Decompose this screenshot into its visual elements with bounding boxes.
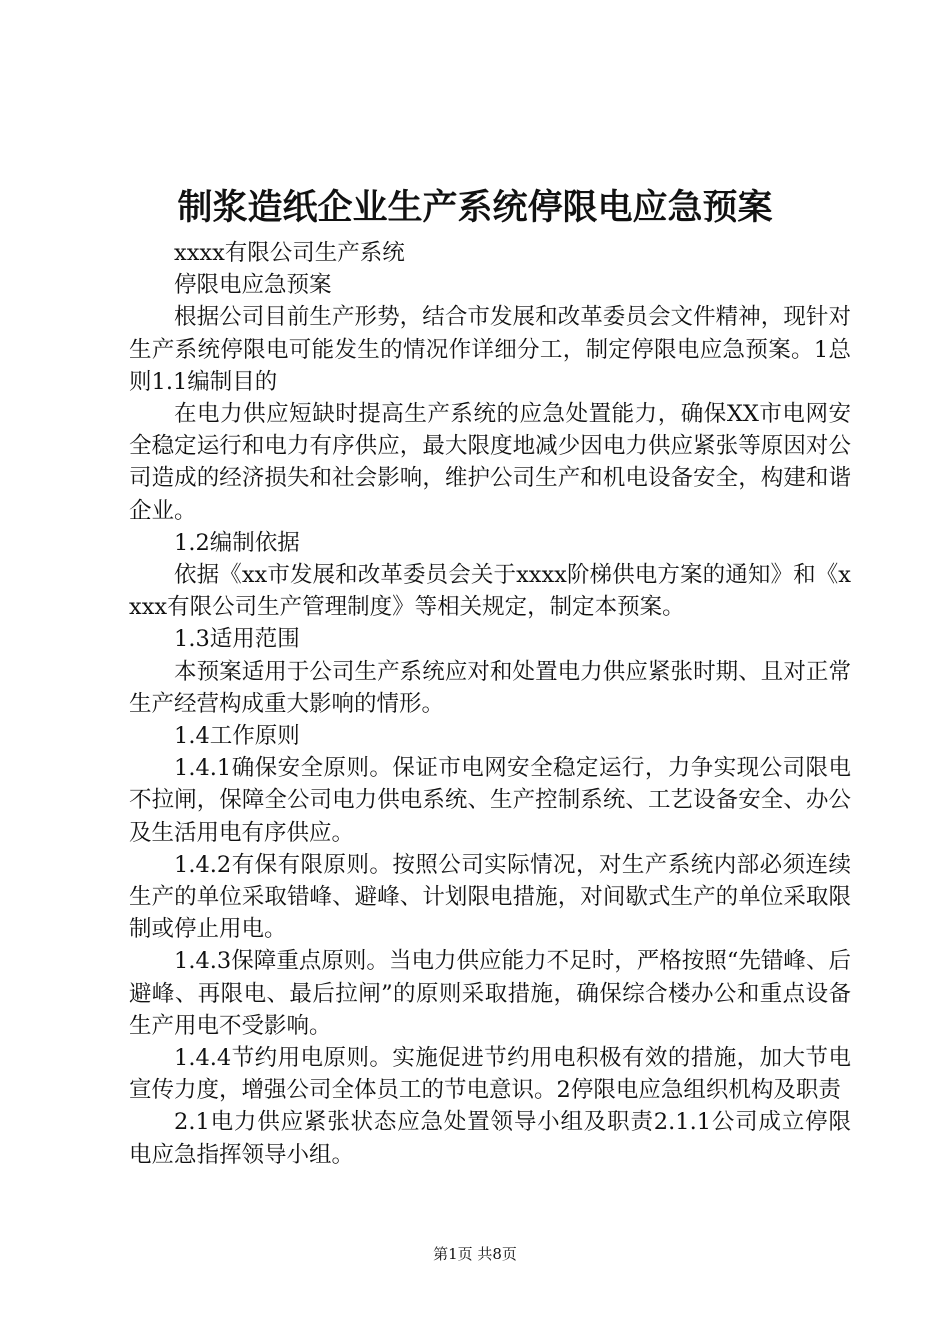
paragraph-leadership: 2.1电力供应紧张状态应急处置领导小组及职责2.1.1公司成立停限电应急指挥领导小组。: [129, 1109, 851, 1168]
page-footer: 第1页 共8页: [433, 1245, 517, 1263]
paragraph-purpose: 在电力供应短缺时提高生产系统的应急处置能力，确保XX市电网安全稳定运行和电力有序供应，最大限度地减少因电力供应紧张等原因对公司造成的经济损失和社会影响，维护公司生产和机电设备安全，构建和谐企业。: [129, 401, 851, 524]
paragraph-scope: 本预案适用于公司生产系统应对和处置电力供应紧张时期、且对正常生产经营构成重大影响的情形。: [129, 658, 851, 717]
document-title: 制浆造纸企业生产系统停限电应急预案: [177, 188, 773, 228]
paragraph-principle-priority: 1.4.2有保有限原则。按照公司实际情况，对生产系统内部必须连续生产的单位采取错峰、避峰、计划限电措施，对间歇式生产的单位采取限制或停止用电。: [129, 851, 851, 943]
paragraph-company-name: xxxx有限公司生产系统: [174, 240, 405, 266]
heading-scope: 1.3适用范围: [174, 626, 300, 653]
paragraph-principle-key: 1.4.3保障重点原则。当电力供应能力不足时，严格按照“先错峰、后避峰、再限电、最后拉闸”的原则采取措施，确保综合楼办公和重点设备生产用电不受影响。: [129, 948, 851, 1039]
paragraph-plan-name: 停限电应急预案: [174, 272, 332, 299]
heading-principles: 1.4工作原则: [174, 723, 300, 750]
paragraph-intro: 根据公司目前生产形势，结合市发展和改革委员会文件精神，现针对生产系统停限电可能发生的情况作详细分工，制定停限电应急预案。1总则1.1编制目的: [129, 304, 851, 395]
document-body: [129, 237, 851, 1171]
paragraph-basis: 依据《xx市发展和改革委员会关于xxxx阶梯供电方案的通知》和《xxxx有限公司生产管理制度》等相关规定，制定本预案。: [129, 562, 851, 621]
heading-basis: 1.2编制依据: [174, 529, 300, 556]
paragraph-principle-saving: 1.4.4节约用电原则。实施促进节约用电积极有效的措施，加大节电宣传力度，增强公司全体员工的节电意识。2停限电应急组织机构及职责: [129, 1045, 851, 1104]
paragraph-principle-safety: 1.4.1确保安全原则。保证市电网安全稳定运行，力争实现公司限电不拉闸，保障全公司电力供电系统、生产控制系统、工艺设备安全、办公及生活用电有序供应。: [129, 755, 851, 846]
